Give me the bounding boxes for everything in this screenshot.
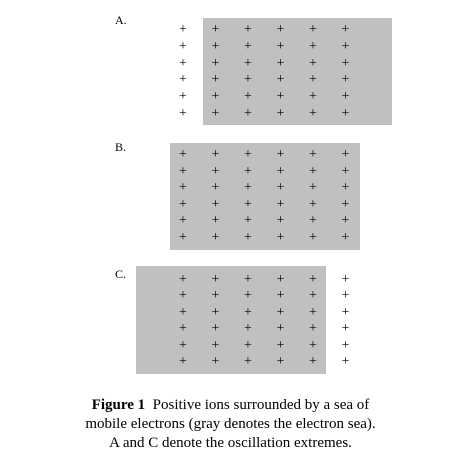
positive-ion: + [179,163,187,179]
positive-ion: + [341,89,350,105]
positive-ion: + [244,180,252,196]
positive-ion: + [211,304,220,320]
positive-ion: + [244,288,252,304]
positive-ion: + [309,354,317,369]
positive-ion: + [341,354,350,369]
positive-ion: + [309,163,317,179]
positive-ion: + [341,147,350,162]
positive-ion: + [211,147,220,162]
positive-ion: + [244,147,252,162]
positive-ion: + [211,89,220,105]
positive-ion: + [341,55,350,71]
positive-ion: + [211,213,220,229]
positive-ion: + [276,22,285,37]
positive-ion: + [276,230,285,245]
positive-ion: + [244,72,252,88]
positive-ion: + [179,272,187,287]
positive-ion: + [179,55,187,71]
positive-ion: + [309,55,317,71]
positive-ion: + [341,22,350,37]
positive-ion: + [276,72,285,88]
positive-ion: + [276,55,285,71]
electron-sea-c [136,266,326,374]
figure-caption [60,396,401,453]
positive-ion: + [276,337,285,353]
panel-b-label: B. [115,140,127,154]
positive-ion: + [244,38,252,54]
positive-ion: + [341,337,350,353]
positive-ion: + [179,22,187,37]
positive-ion: + [276,147,285,162]
positive-ion: + [309,288,317,304]
positive-ion: + [276,354,285,369]
positive-ion: + [211,38,220,54]
positive-ion: + [211,288,220,304]
positive-ion: + [244,272,252,287]
positive-ion: + [341,180,350,196]
positive-ion: + [244,163,252,179]
positive-ion: + [179,89,187,105]
positive-ion: + [309,321,317,337]
positive-ion: + [341,163,350,179]
positive-ion: + [276,304,285,320]
positive-ion: + [179,106,187,121]
positive-ion: + [211,354,220,369]
positive-ion: + [179,38,187,54]
positive-ion: + [276,213,285,229]
panel-c-label: C. [115,267,127,281]
electron-sea-b [170,143,360,250]
positive-ion: + [341,72,350,88]
positive-ion: + [341,321,350,337]
positive-ion: + [244,89,252,105]
positive-ion: + [309,230,317,245]
positive-ion: + [309,213,317,229]
positive-ion: + [211,230,220,245]
positive-ion: + [341,230,350,245]
positive-ion: + [309,304,317,320]
positive-ion: + [244,196,252,212]
positive-ion: + [341,213,350,229]
positive-ion: + [179,147,187,162]
caption-line-2: mobile electrons (gray denotes the electron sea). [85,416,376,432]
positive-ion: + [211,163,220,179]
positive-ion: + [276,163,285,179]
positive-ion: + [211,272,220,287]
positive-ion: + [276,180,285,196]
positive-ion: + [341,106,350,121]
positive-ion: + [244,230,252,245]
positive-ion: + [309,72,317,88]
positive-ion: + [341,304,350,320]
positive-ion: + [309,22,317,37]
positive-ion: + [179,288,187,304]
caption-line-3: A and C denote the oscillation extremes. [109,435,352,451]
positive-ion: + [309,337,317,353]
positive-ion: + [179,180,187,196]
positive-ion: + [276,272,285,287]
positive-ion: + [276,106,285,121]
positive-ion: + [179,321,187,337]
caption-line-1: Positive ions surrounded by a sea of [152,397,370,413]
positive-ion: + [211,180,220,196]
positive-ion: + [309,196,317,212]
positive-ion: + [179,72,187,88]
positive-ion: + [309,38,317,54]
positive-ion: + [309,89,317,105]
panel-a-label: A. [115,13,127,27]
positive-ion: + [244,55,252,71]
positive-ion: + [309,106,317,121]
positive-ion: + [244,213,252,229]
positive-ion: + [309,180,317,196]
positive-ion: + [244,354,252,369]
positive-ion: + [211,196,220,212]
positive-ion: + [276,38,285,54]
positive-ion: + [276,89,285,105]
positive-ion: + [211,106,220,121]
positive-ion: + [309,147,317,162]
positive-ion: + [244,321,252,337]
positive-ion: + [309,272,317,287]
positive-ion: + [244,304,252,320]
positive-ion: + [276,321,285,337]
positive-ion: + [179,213,187,229]
positive-ion: + [276,196,285,212]
positive-ion: + [244,22,252,37]
electron-sea-a [203,18,392,125]
positive-ion: + [211,22,220,37]
positive-ion: + [341,196,350,212]
positive-ion: + [179,196,187,212]
positive-ion: + [276,288,285,304]
positive-ion: + [211,321,220,337]
positive-ion: + [341,38,350,54]
positive-ion: + [244,337,252,353]
positive-ion: + [179,354,187,369]
positive-ion: + [179,230,187,245]
positive-ion: + [244,106,252,121]
positive-ion: + [179,304,187,320]
positive-ion: + [211,55,220,71]
figure-number: Figure 1 [91,397,146,413]
positive-ion: + [179,337,187,353]
positive-ion: + [341,272,350,287]
positive-ion: + [341,288,350,304]
positive-ion: + [211,72,220,88]
positive-ion: + [211,337,220,353]
